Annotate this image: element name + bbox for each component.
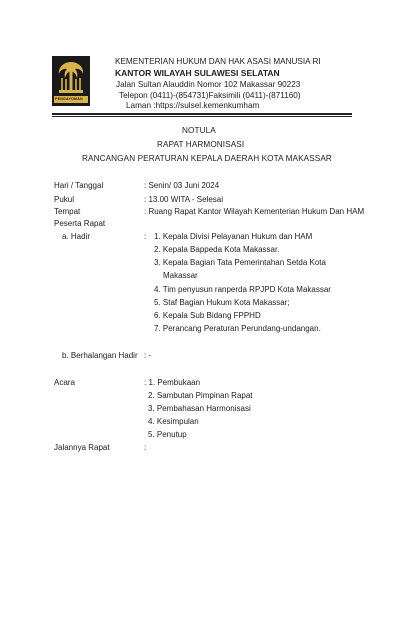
hadir-item: 1. Kepala Divisi Pelayanan Hukum dan HAM	[154, 232, 313, 241]
hadir-item: 7. Perancang Peraturan Perundang-undangan.	[154, 324, 321, 333]
kop-office: KANTOR WILAYAH SULAWESI SELATAN	[115, 68, 280, 78]
hadir-label: a. Hadir	[62, 232, 91, 241]
pukul-label: Pukul	[54, 195, 75, 204]
kop-divider-thin	[52, 116, 352, 117]
hadir-item: 3. Kepala Bagian Tata Pemerintahan Setda Kota	[154, 258, 326, 267]
hadir-colon: :	[144, 232, 147, 241]
hadir-item: 2. Kepala Bappeda Kota Makassar.	[154, 245, 280, 254]
acara-item: 4. Kesimpulan	[148, 417, 199, 426]
pengayoman-logo	[52, 56, 90, 106]
acara-label: Acara	[54, 378, 75, 387]
hari-label: Hari / Tanggal	[54, 181, 104, 190]
kop-phone: Telepon (0411)-(854731)Faksimili (0411)-(871160)	[119, 91, 301, 100]
hadir-item: 5. Staf Bagian Hukum Kota Makassar;	[154, 298, 290, 307]
kop-website: Laman :https://sulsel.kemenkumham	[126, 101, 260, 110]
acara-item: : 1. Pembukaan	[144, 378, 201, 387]
peserta-label: Peserta Rapat	[54, 219, 106, 228]
kop-ministry: KEMENTERIAN HUKUM DAN HAK ASASI MANUSIA RI	[115, 57, 321, 66]
jalannya-value: :	[144, 443, 147, 452]
logo-text: PENGAYOMAN	[55, 97, 83, 101]
acara-item: 2. Sambutan Pimpinan Rapat	[148, 391, 253, 400]
tempat-value: : Ruang Rapat Kantor Wilayah Kementerian Hukum Dan HAM	[144, 207, 365, 216]
acara-item: 5. Penutup	[148, 430, 187, 439]
acara-item: 3. Pembahasan Harmonisasi	[148, 404, 251, 413]
hari-value: : Senin/ 03 Juni 2024	[144, 181, 220, 190]
pukul-value: : 13.00 WITA - Selesai	[144, 195, 223, 204]
berhalangan-value: : -	[144, 351, 152, 360]
hadir-item: 6. Kepala Sub Bidang FPPHD	[154, 311, 261, 320]
hadir-item-continuation: Makassar	[163, 271, 198, 280]
jalannya-label: Jalannya Rapat	[54, 443, 110, 452]
kop-address: Jalan Sultan Alauddin Nomor 102 Makassar 90223	[116, 80, 301, 89]
kop-divider-thick	[52, 113, 352, 115]
berhalangan-label: b. Berhalangan Hadir	[62, 351, 138, 360]
doc-title: NOTULA	[182, 126, 216, 135]
doc-subtitle: RAPAT HARMONISASI	[157, 140, 245, 149]
tempat-label: Tempat	[54, 207, 81, 216]
doc-topic: RANCANGAN PERATURAN KEPALA DAERAH KOTA MAKASSAR	[82, 154, 332, 163]
hadir-item: 4. Tim penyusun ranperda RPJPD Kota Makassar	[154, 285, 331, 294]
